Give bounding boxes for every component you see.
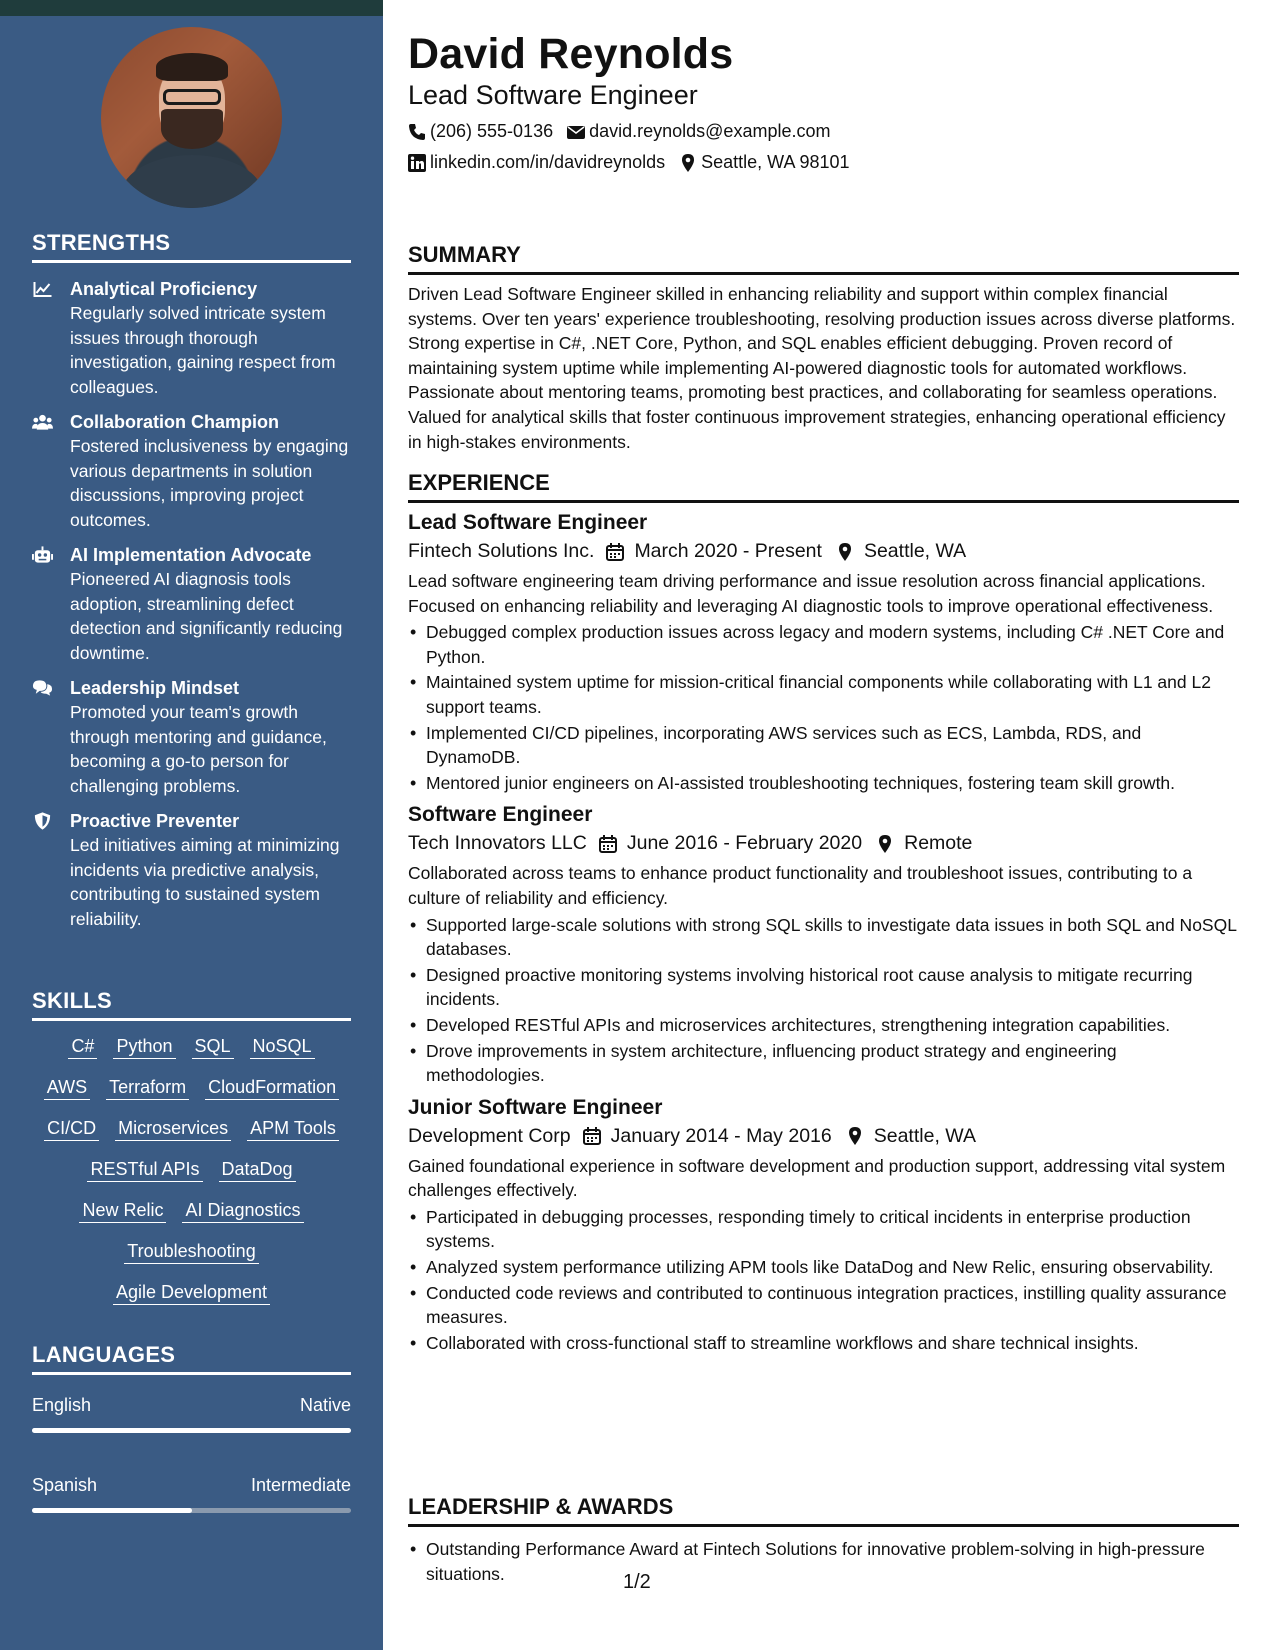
phone-icon bbox=[408, 123, 426, 141]
skill-tag: APM Tools bbox=[247, 1116, 339, 1141]
language-bar bbox=[32, 1508, 351, 1513]
job-meta bbox=[408, 540, 1239, 563]
contact-row bbox=[408, 121, 844, 142]
list-item: • Supported large-scale solutions with strong SQL skills to investigate data issues in both SQL and NoSQL databases. bbox=[408, 913, 1239, 962]
job-entry bbox=[408, 1096, 1239, 1356]
candidate-name: David Reynolds bbox=[408, 30, 734, 78]
calendar-icon bbox=[606, 543, 624, 561]
skill-tag: CloudFormation bbox=[205, 1075, 339, 1100]
list-item: • Mentored junior engineers on AI-assisted troubleshooting techniques, fostering team skill growth. bbox=[408, 771, 1239, 796]
job-company: Development Corp bbox=[408, 1124, 571, 1147]
skill-tag: New Relic bbox=[79, 1198, 166, 1223]
map-pin-icon bbox=[836, 543, 854, 561]
list-item: • Maintained system uptime for mission-critical financial components while collaborating with L1 and L2 support teams. bbox=[408, 670, 1239, 719]
skill-tag: Terraform bbox=[106, 1075, 189, 1100]
strength-item bbox=[32, 543, 351, 665]
skill-tag: Agile Development bbox=[113, 1280, 270, 1305]
list-item: • Analyzed system performance utilizing APM tools like DataDog and New Relic, ensuring observability. bbox=[408, 1255, 1239, 1280]
job-company: Tech Innovators LLC bbox=[408, 832, 587, 855]
summary-text: Driven Lead Software Engineer skilled in enhancing reliability and support within complex financial systems. Over ten years' experience troubleshooting, resolving production issues across diverse platforms. Strong expertise in C#, .NET Core, Python, and SQL enables efficient debugging. Proven record of maintaining system uptime while implementing AI-powered diagnostic tools for automated workflows. Passionate about mentoring teams, promoting best practices, and collaborating for seamless operations. Valued for analytical skills that foster continuous improvement strategies, enhancing operational efficiency in high-stakes environments. bbox=[408, 284, 1236, 452]
linkedin-link[interactable]: linkedin.com/in/davidreynolds bbox=[430, 152, 666, 172]
language-bar-fill bbox=[32, 1428, 351, 1433]
job-meta bbox=[408, 1125, 1239, 1148]
job-description: Gained foundational experience in software development and production support, addressing vital system challenges effectively. bbox=[408, 1155, 1226, 1201]
job-dates: March 2020 - Present bbox=[634, 540, 822, 562]
list-item: • Debugged complex production issues across legacy and modern systems, including C# .NET Core and Python. bbox=[408, 620, 1239, 669]
skill-tag: Troubleshooting bbox=[124, 1239, 258, 1264]
strength-title: AI Implementation Advocate bbox=[70, 545, 312, 565]
strengths-section bbox=[32, 230, 351, 931]
language-row bbox=[32, 1475, 351, 1496]
list-item: • Collaborated with cross-functional staff to streamline workflows and share technical insights. bbox=[408, 1331, 1239, 1356]
strength-desc: Led initiatives aiming at minimizing incidents via predictive analysis, contributing to sustained system reliability. bbox=[70, 835, 340, 929]
skills-section bbox=[32, 988, 351, 1314]
languages-section bbox=[32, 1342, 351, 1513]
languages-heading: LANGUAGES bbox=[32, 1342, 351, 1375]
list-item: • Outstanding Performance Award at Fintech Solutions for innovative problem-solving in high-pressure situations. bbox=[408, 1537, 1239, 1586]
skill-tag: Microservices bbox=[115, 1116, 231, 1141]
map-pin-icon bbox=[876, 835, 894, 853]
page-number: 1/2 bbox=[623, 1571, 651, 1593]
skill-tag: C# bbox=[68, 1034, 97, 1059]
job-location: Seattle, WA bbox=[873, 1124, 976, 1147]
experience-heading: EXPERIENCE bbox=[408, 470, 1239, 503]
awards-heading: LEADERSHIP & AWARDS bbox=[408, 1494, 1239, 1527]
skill-tag: CI/CD bbox=[44, 1116, 99, 1141]
profile-photo bbox=[101, 27, 282, 208]
phone-number[interactable]: (206) 555-0136 bbox=[430, 121, 554, 141]
summary-heading: SUMMARY bbox=[408, 242, 1239, 275]
job-company: Fintech Solutions Inc. bbox=[408, 540, 595, 562]
users-icon bbox=[32, 410, 70, 532]
job-title: Lead Software Engineer bbox=[408, 511, 648, 534]
job-meta bbox=[408, 832, 1239, 855]
chart-line-icon bbox=[32, 277, 70, 399]
strength-item bbox=[32, 676, 351, 798]
map-pin-icon bbox=[846, 1127, 864, 1145]
linkedin-icon bbox=[408, 154, 426, 172]
map-pin-icon bbox=[679, 154, 697, 172]
strength-desc: Pioneered AI diagnosis tools adoption, streamlining defect detection and significantly reducing downtime. bbox=[70, 569, 343, 663]
strength-desc: Promoted your team's growth through mentoring and guidance, becoming a go-to person for challenging problems. bbox=[70, 702, 327, 796]
language-level: Native bbox=[299, 1395, 351, 1415]
job-description: Collaborated across teams to enhance product functionality and troubleshoot issues, contributing to a culture of reliability and efficiency. bbox=[408, 863, 1193, 908]
skills-heading: SKILLS bbox=[32, 988, 351, 1021]
language-bar-fill bbox=[32, 1508, 192, 1513]
language-name: Spanish bbox=[32, 1475, 98, 1495]
skill-tag: Python bbox=[113, 1034, 175, 1059]
job-dates: January 2014 - May 2016 bbox=[610, 1124, 832, 1147]
job-entry bbox=[408, 803, 1239, 1087]
strength-desc: Fostered inclusiveness by engaging various departments in solution discussions, improving project outcomes. bbox=[70, 436, 349, 530]
language-name: English bbox=[32, 1395, 92, 1415]
strength-title: Proactive Preventer bbox=[70, 811, 240, 831]
shield-icon bbox=[32, 809, 70, 931]
calendar-icon bbox=[599, 835, 617, 853]
language-row bbox=[32, 1395, 351, 1416]
location-text: Seattle, WA 98101 bbox=[701, 152, 850, 172]
list-item: • Conducted code reviews and contributed to continuous integration practices, instilling quality assurance measures. bbox=[408, 1281, 1239, 1330]
job-entry bbox=[408, 511, 1239, 795]
job-location: Seattle, WA bbox=[863, 540, 967, 562]
strength-item bbox=[32, 277, 351, 399]
strength-desc: Regularly solved intricate system issues through thorough investigation, gaining respect from colleagues. bbox=[70, 303, 336, 397]
sidebar bbox=[0, 0, 383, 1650]
list-item: • Designed proactive monitoring systems involving historical root cause analysis to mitigate recurring incidents. bbox=[408, 963, 1239, 1012]
skill-tag: DataDog bbox=[219, 1157, 296, 1182]
job-title: Software Engineer bbox=[408, 803, 593, 827]
job-bullets bbox=[408, 620, 1239, 795]
experience-section bbox=[408, 470, 1239, 1356]
strength-item bbox=[32, 809, 351, 931]
skill-tag: AWS bbox=[44, 1075, 90, 1100]
language-bar bbox=[32, 1428, 351, 1433]
strengths-heading: STRENGTHS bbox=[32, 230, 351, 263]
awards-section bbox=[408, 1494, 1239, 1587]
strength-title: Analytical Proficiency bbox=[70, 279, 258, 299]
calendar-icon bbox=[583, 1127, 601, 1145]
skill-tag: NoSQL bbox=[250, 1034, 315, 1059]
awards-list bbox=[408, 1537, 1239, 1586]
job-title: Junior Software Engineer bbox=[408, 1095, 663, 1119]
job-bullets bbox=[408, 913, 1239, 1088]
list-item: • Drove improvements in system architecture, influencing product strategy and engineering methodologies. bbox=[408, 1039, 1239, 1088]
job-location: Remote bbox=[904, 832, 973, 855]
list-item: • Developed RESTful APIs and microservices architectures, strengthening integration capabilities. bbox=[408, 1013, 1239, 1038]
skill-tag: SQL bbox=[192, 1034, 234, 1059]
envelope-icon bbox=[567, 123, 585, 141]
strength-item bbox=[32, 410, 351, 532]
list-item: • Implemented CI/CD pipelines, incorporating AWS services such as ECS, Lambda, RDS, and DynamoDB. bbox=[408, 721, 1239, 770]
comments-icon bbox=[32, 676, 70, 798]
skill-tag: RESTful APIs bbox=[87, 1157, 202, 1182]
sidebar-top-bar bbox=[0, 0, 383, 16]
skill-tag: AI Diagnostics bbox=[182, 1198, 303, 1223]
strength-title: Leadership Mindset bbox=[70, 678, 240, 698]
list-item: • Participated in debugging processes, responding timely to critical incidents in enterprise production systems. bbox=[408, 1205, 1239, 1254]
email-link[interactable]: david.reynolds@example.com bbox=[589, 121, 831, 141]
candidate-role: Lead Software Engineer bbox=[408, 80, 698, 110]
job-dates: June 2016 - February 2020 bbox=[626, 832, 863, 855]
language-level: Intermediate bbox=[250, 1475, 351, 1495]
contact-row bbox=[408, 152, 864, 173]
job-bullets bbox=[408, 1205, 1239, 1356]
summary-section bbox=[408, 242, 1239, 454]
strength-title: Collaboration Champion bbox=[70, 412, 279, 432]
robot-icon bbox=[32, 543, 70, 665]
job-description: Lead software engineering team driving performance and issue resolution across financial applications. Focused on enhancing reliability and leveraging AI diagnostic tools to improve operational effectiveness. bbox=[408, 571, 1214, 616]
